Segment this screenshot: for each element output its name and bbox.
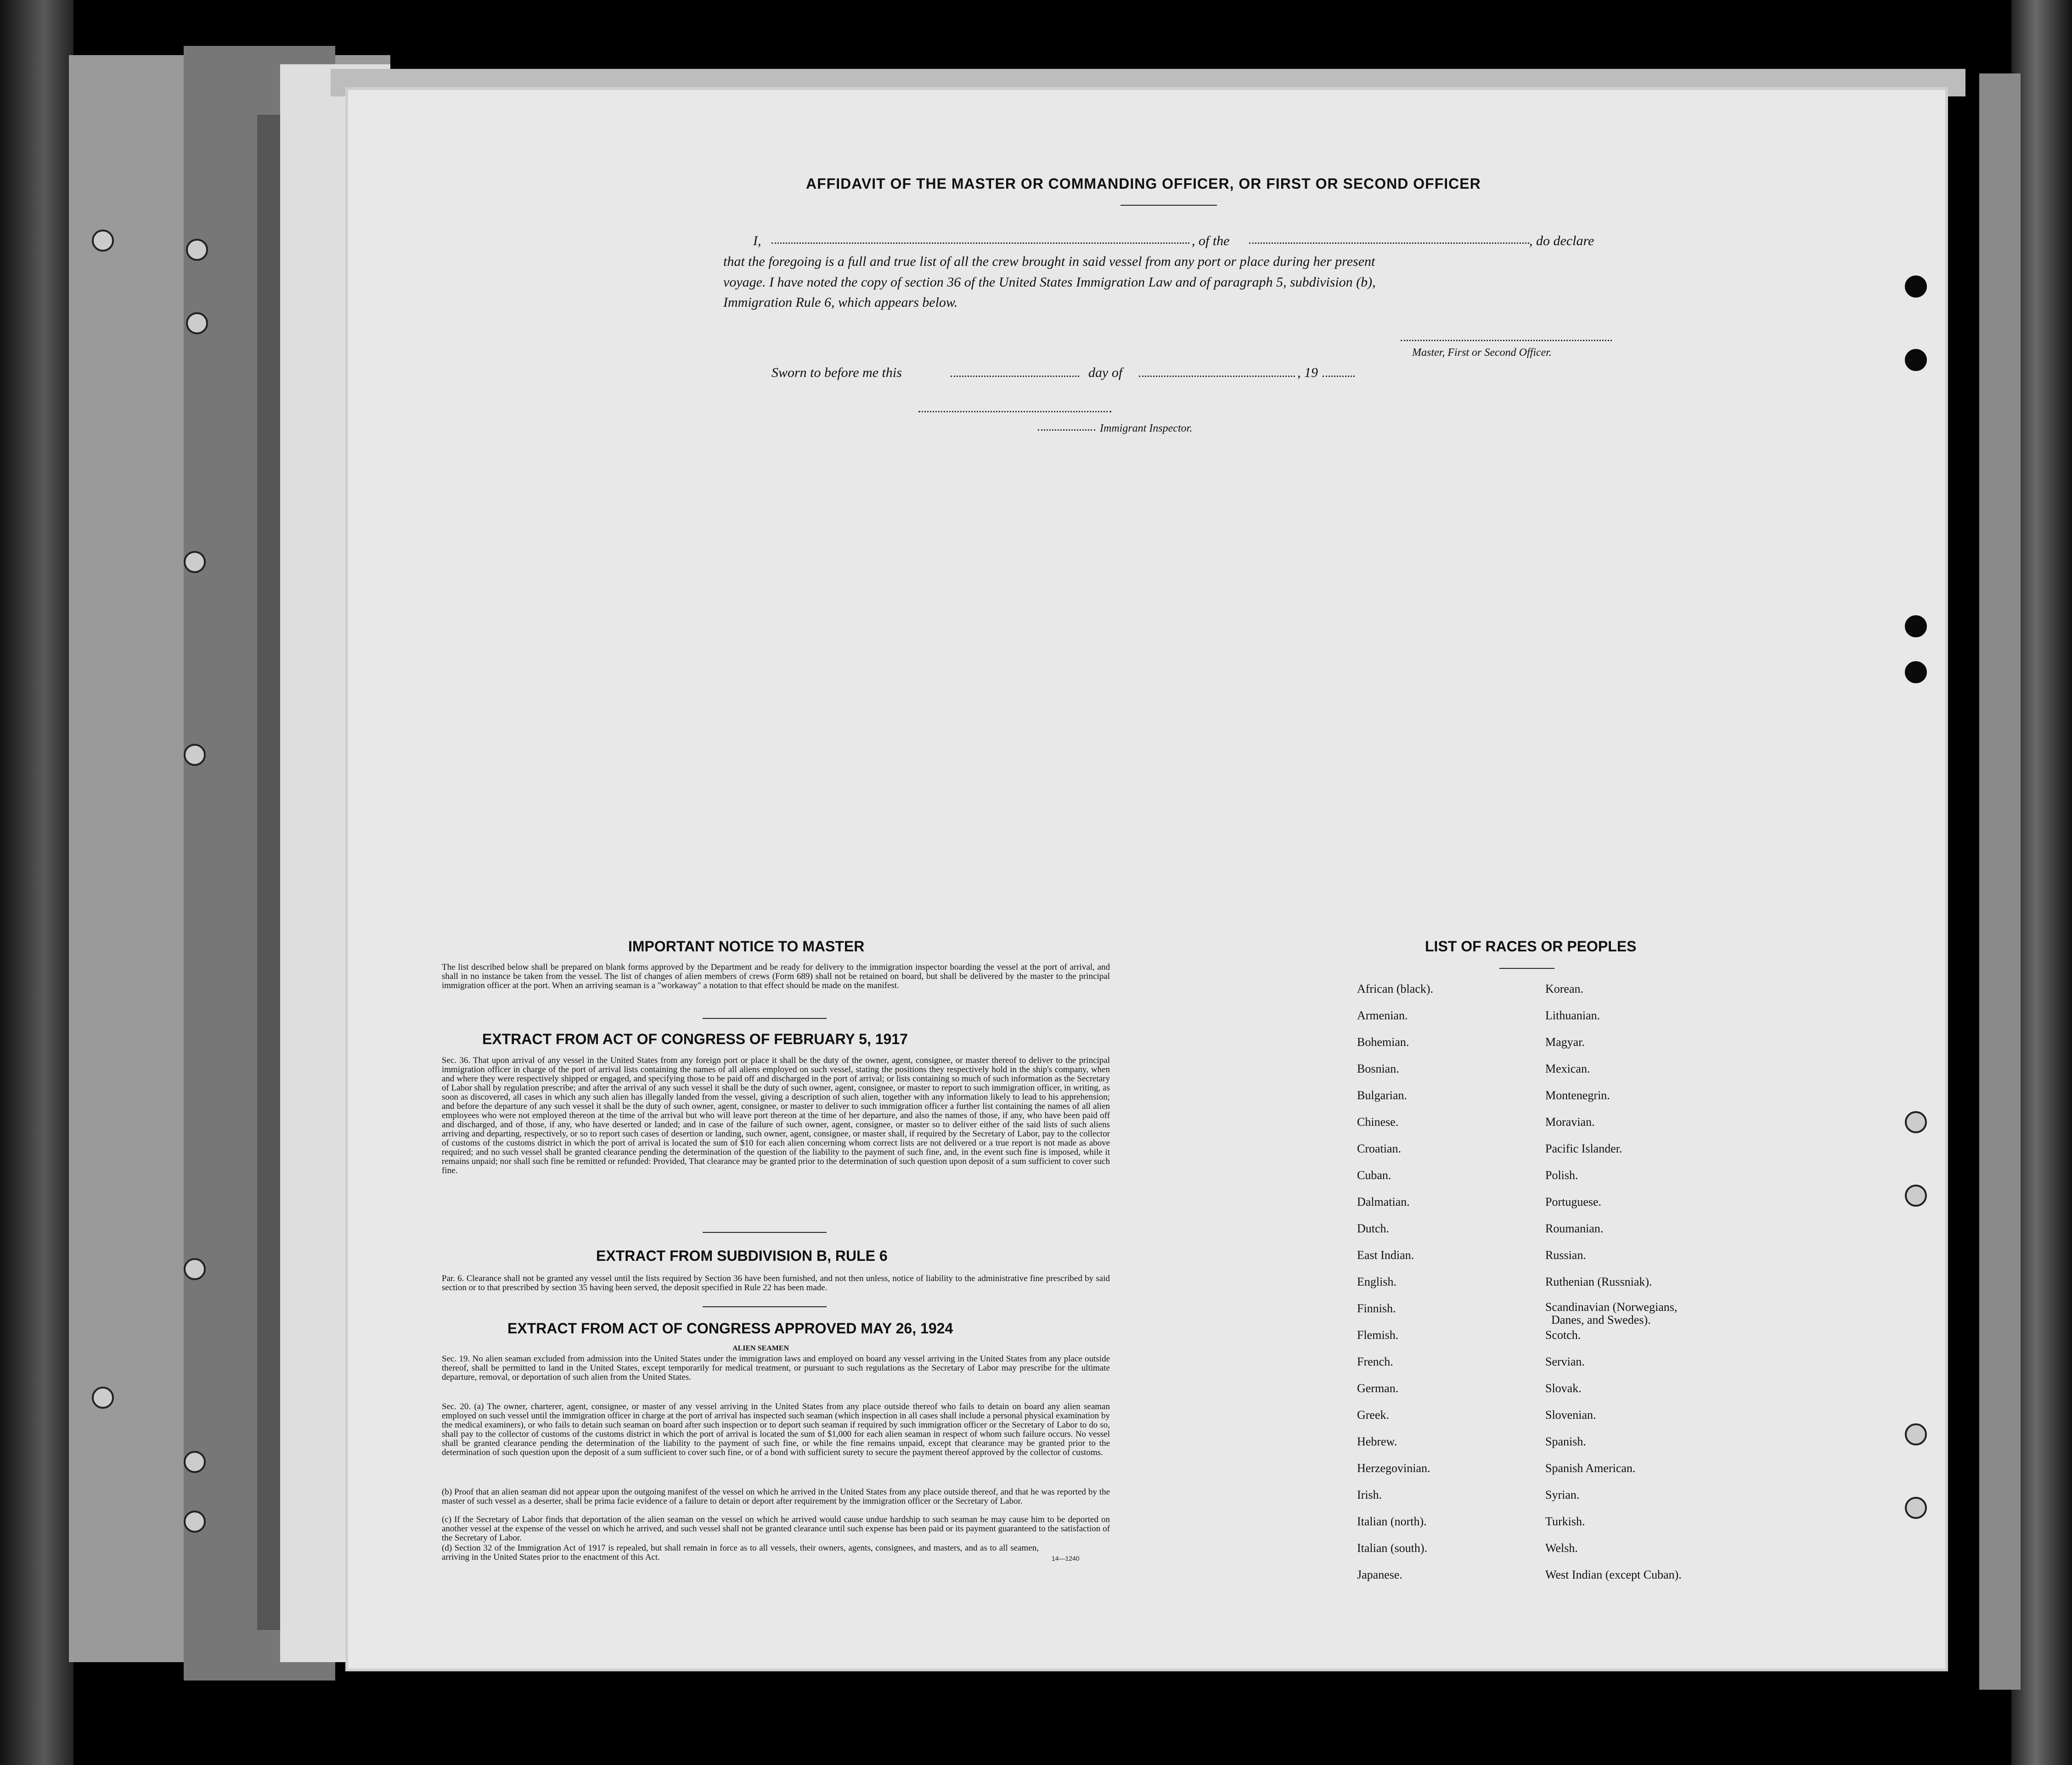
race-item: Slovenian.: [1545, 1408, 1596, 1422]
race-item: Greek.: [1357, 1408, 1390, 1422]
sec20c-text: (c) If the Secretary of Labor finds that deportation of the alien seaman on the vessel on which he arrived would cause undue hardship to such seaman he may cause him to be deported on another vessel at the expense of the vessel on which he arrived, and such vessel shall not be granted clearance until such expense has been paid or its payment guaranteed to the satisfaction of the Secretary of Labor.: [442, 1515, 1110, 1543]
race-item: Polish.: [1545, 1169, 1578, 1182]
sworn-day-of: day of: [1088, 365, 1123, 380]
signature-blank: [1401, 340, 1612, 341]
race-item: Italian (south).: [1357, 1541, 1428, 1555]
races-title: LIST OF RACES OR PEOPLES: [1425, 938, 1637, 955]
race-item: Finnish.: [1357, 1302, 1396, 1315]
race-item: Ruthenian (Russniak).: [1545, 1275, 1652, 1288]
race-item: Scandinavian (Norwegians, Danes, and Swedes).: [1545, 1300, 1678, 1327]
race-item: Spanish.: [1545, 1435, 1586, 1448]
race-item: Spanish American.: [1545, 1461, 1636, 1475]
extract-1917-text: Sec. 36. That upon arrival of any vessel in the United States from any foreign port or place it shall be the duty of the owner, agent, consignee, or master thereof to deliver to the principal immigration officer in charge of the port of arrival lists containing the names of all aliens employed on such vessel, stating the positions they respectively hold in the ship's company, when and where they were respectively shipped or engaged, and specifying those to be paid off and discharged in the port of arrival; or lists containing so much of such information as the Secretary of Labor shall by regulation prescribe; and after the arrival of any such vessel it shall be the duty of such owner, agent, consignee, or master to report to such immigration officer, in writing, as soon as discovered, all cases in which any such alien has illegally landed from the vessel, giving a description of such alien, together with any information likely to lead to his apprehension; and before the departure of any such vessel it shall be the duty of such owner, agent, consignee, or master to deliver to such immigration officer a further list containing the names of all alien employees who were not employed thereon at the time of the arrival but who will leave port thereon at the time of her departure, and also the names of those, if any, who have been paid off and discharged, and of those, if any, who have deserted or landed; and in case of the failure of such owner, agent, consignee, or master so to deliver either of the said lists of such aliens arriving and departing, respectively, or so to report such cases of desertion or landing, such owner, agent, consignee, or master shall, if required by the Secretary of Labor, pay to the collector of customs of the customs district in which the port of arrival is located the sum of $10 for each alien concerning whom correct lists are not delivered or a true report is not made as above required; and no such vessel shall be granted clearance pending the determination of the question of the liability to the payment of such fine, and, in the event such fine is imposed, while it remains unpaid; nor shall such fine be remitted or refunded: Provided, That clearance may be granted prior to the determination of such question upon deposit of a sum sufficient to cover such fine.: [442, 1056, 1110, 1175]
sec20a-text: Sec. 20. (a) The owner, charterer, agent, consignee, or master of any vessel arriving in the United States from any place outside thereof who fails to detain on board any alien seaman employed on such vessel until the immigration officer in charge at the port of arrival has inspected such seaman (which inspection in all cases shall include a personal physical examination by the medical examiners), or who fails to detain such seaman on board after such inspection or to deport such seaman if required by such immigration officer or the Secretary of Labor to do so, shall pay to the collector of customs of the customs district in which the port of arrival is located the sum of $1,000 for each alien seaman in respect of whom such failure occurs. No vessel shall be granted clearance pending the determination of the liability to the payment of such fine, or while the fine remains unpaid, except that clearance may be granted prior to the determination of such question upon the deposit of a sum sufficient to cover such fine, or of a bond with sufficient surety to secure the payment thereof approved by the collector of customs.: [442, 1402, 1110, 1457]
race-item: West Indian (except Cuban).: [1545, 1568, 1682, 1581]
binder-hole: [184, 1451, 206, 1473]
race-item: Russian.: [1545, 1248, 1586, 1262]
race-item: Bohemian.: [1357, 1035, 1409, 1049]
binder-hole: [186, 312, 208, 334]
race-item: Pacific Islander.: [1545, 1142, 1622, 1155]
race-item: Dutch.: [1357, 1222, 1390, 1235]
races-column-right: [1545, 976, 1682, 1588]
affidavit-line2: that the foregoing is a full and true list of all the crew brought in said vessel from any port or place during her present: [723, 254, 1375, 269]
race-item: African (black).: [1357, 982, 1434, 995]
sec20d-text: (d) Section 32 of the Immigration Act of 1917 is repealed, but shall remain in force as to all vessels, their owners, agents, consignees, and masters, and as to all seamen, arriving in the United States prior to the enactment of this Act.: [442, 1543, 1039, 1562]
binder-hole: [184, 1511, 206, 1533]
race-item: Lithuanian.: [1545, 1009, 1600, 1022]
sworn-label: Sworn to before me this: [771, 365, 902, 380]
race-item: Moravian.: [1545, 1115, 1595, 1129]
race-item: Mexican.: [1545, 1062, 1590, 1075]
notice-rule: [703, 1018, 827, 1019]
sworn-month-blank: [1139, 376, 1295, 377]
race-item: Herzegovinian.: [1357, 1461, 1430, 1475]
title-rule: [1120, 205, 1217, 206]
race-item: German.: [1357, 1382, 1399, 1395]
race-item: Italian (north).: [1357, 1515, 1427, 1528]
race-item: Flemish.: [1357, 1328, 1399, 1342]
sec20b-text: (b) Proof that an alien seaman did not appear upon the outgoing manifest of the vessel on which he arrived in the United States from any place outside thereof, and that he was reported by the master of such vessel as a deserter, shall be prima facie evidence of a failure to detain or deport after requirement by the immigration officer or the Secretary of Labor.: [442, 1487, 1110, 1506]
affidavit-line1-i: I,: [753, 233, 761, 248]
inspector-blank-short: [1038, 429, 1095, 431]
notice-text: The list described below shall be prepared on blank forms approved by the Department and be ready for delivery to the immigration inspector boarding the vessel at the port of arrival, and shall in no instance be taken from the vessel. The list of changes of alien members of crews (Form 689) shall not be retained on board, but shall be delivered by the master to the principal immigration officer at the port. When an arriving seaman is a "workaway" a notation to that effect should be made on the manifest.: [442, 962, 1110, 990]
affidavit-title: AFFIDAVIT OF THE MASTER OR COMMANDING OFFICER, OR FIRST OR SECOND OFFICER: [806, 175, 1481, 192]
race-item: Welsh.: [1545, 1541, 1578, 1555]
race-item: Cuban.: [1357, 1169, 1391, 1182]
race-item: Armenian.: [1357, 1009, 1408, 1022]
races-column-left: [1357, 976, 1433, 1588]
extract-1917-rule: [703, 1232, 827, 1233]
race-item: Chinese.: [1357, 1115, 1399, 1129]
signature-label: Master, First or Second Officer.: [1412, 347, 1552, 359]
affidavit-line1-of: , of the: [1192, 233, 1230, 248]
binder-hole: [184, 551, 206, 573]
binder-hole: [92, 230, 114, 252]
right-binding-strip: [1979, 73, 2021, 1690]
race-item: French.: [1357, 1355, 1393, 1368]
race-item: Roumanian.: [1545, 1222, 1604, 1235]
sworn-day-blank: [951, 376, 1079, 377]
sworn-year: , 19: [1297, 365, 1318, 380]
scan-left-edge: [0, 0, 73, 1765]
punch-hole: [1905, 1185, 1927, 1207]
extract-1917-title: EXTRACT FROM ACT OF CONGRESS OF FEBRUARY 5, 1917: [482, 1031, 908, 1047]
rule6-rule: [703, 1306, 827, 1307]
sec19-text: Sec. 19. No alien seaman excluded from admission into the United States under the immigration laws and employed on board any vessel arriving in the United States from any place outside thereof, shall be permitted to land in the United States, except temporarily for medical treatment, or pursuant to such regulations as the Secretary of Labor may prescribe for the ultimate departure, removal, or deportation of such alien from the United States.: [442, 1354, 1110, 1382]
affidavit-line4: Immigration Rule 6, which appears below.: [723, 295, 958, 310]
race-item: Korean.: [1545, 982, 1584, 995]
punch-hole: [1905, 1423, 1927, 1445]
race-item: Syrian.: [1545, 1488, 1580, 1501]
race-item: Servian.: [1545, 1355, 1585, 1368]
rule6-text: Par. 6. Clearance shall not be granted any vessel until the lists required by Section 36 have been furnished, and not then unless, notice of liability to the administrative fine prescribed by said section or to that prescribed by section 35 having been served, the deposit specified in Rule 22 has been made.: [442, 1274, 1110, 1293]
race-item: Hebrew.: [1357, 1435, 1397, 1448]
race-item: Bosnian.: [1357, 1062, 1399, 1075]
race-item: East Indian.: [1357, 1248, 1414, 1262]
affidavit-line1-declare: , do declare: [1529, 233, 1594, 248]
punch-hole: [1905, 615, 1927, 637]
vessel-blank: [1249, 242, 1529, 244]
inspector-label: Immigrant Inspector.: [1100, 422, 1193, 434]
binder-hole: [184, 1258, 206, 1280]
race-item: Japanese.: [1357, 1568, 1402, 1581]
race-item: Scotch.: [1545, 1328, 1581, 1342]
sworn-year-blank: [1323, 376, 1355, 377]
affidavit-line3: voyage. I have noted the copy of section 36 of the United States Immigration Law and of paragraph 5, subdivision (b),: [723, 275, 1376, 290]
name-blank: [771, 242, 1189, 244]
punch-hole: [1905, 1497, 1927, 1519]
binder-hole: [92, 1387, 114, 1409]
race-item: Bulgarian.: [1357, 1089, 1408, 1102]
rule6-title: EXTRACT FROM SUBDIVISION B, RULE 6: [596, 1248, 888, 1264]
race-item: English.: [1357, 1275, 1396, 1288]
race-item: Magyar.: [1545, 1035, 1585, 1049]
form-number: 14—1240: [1052, 1555, 1080, 1562]
binder-hole: [186, 239, 208, 261]
race-item: Slovak.: [1545, 1382, 1582, 1395]
punch-hole: [1905, 349, 1927, 371]
race-item: Croatian.: [1357, 1142, 1402, 1155]
race-item: Turkish.: [1545, 1515, 1585, 1528]
race-item: Dalmatian.: [1357, 1195, 1410, 1209]
alien-seamen-subtitle: ALIEN SEAMEN: [732, 1344, 789, 1352]
races-rule: [1499, 968, 1554, 969]
punch-hole: [1905, 1111, 1927, 1133]
race-item: Portuguese.: [1545, 1195, 1602, 1209]
race-item: Montenegrin.: [1545, 1089, 1610, 1102]
binder-hole: [184, 744, 206, 766]
punch-hole: [1905, 275, 1927, 298]
extract-1924-title: EXTRACT FROM ACT OF CONGRESS APPROVED MAY 26, 1924: [507, 1320, 953, 1337]
notice-title: IMPORTANT NOTICE TO MASTER: [628, 938, 865, 955]
inspector-blank: [918, 411, 1111, 412]
race-item: Irish.: [1357, 1488, 1382, 1501]
punch-hole: [1905, 661, 1927, 683]
